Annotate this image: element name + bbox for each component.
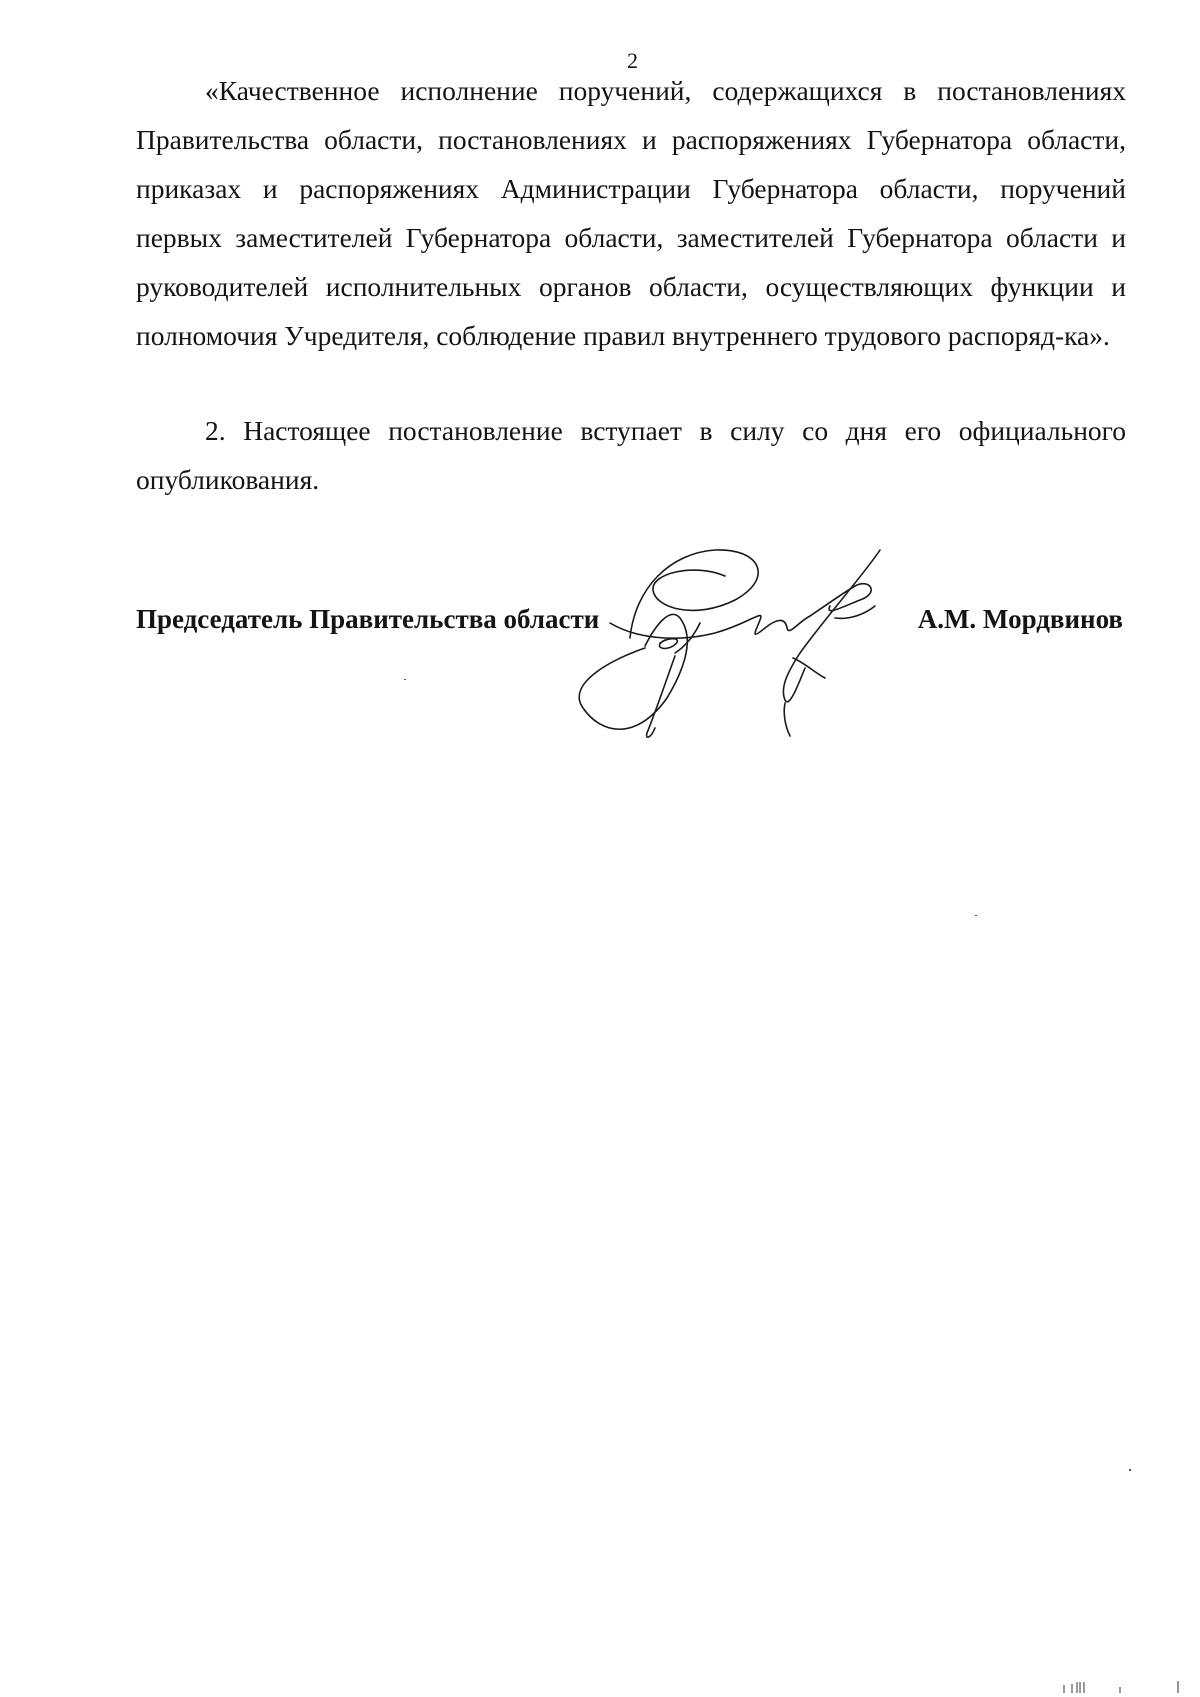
body-paragraph-1: «Качественное исполнение поручений, содержащихся в постановлениях Правительства области, постановлениях и распоряжениях Губернатора области, приказах и распоряжениях Администрации Губернатора области, поручений первых заместителей Губернатора области, заместителей Губернатора области и руководителей исполнительных органов области, осуществляющих функции и полномочия Учредителя, соблюдение правил внутреннего трудового распоряд-ка».	[136, 75, 1126, 351]
signer-name: А.М. Мордвинов	[917, 604, 1123, 634]
signer-position: Председатель Правительства области	[136, 604, 600, 634]
handwritten-signature-image	[575, 548, 915, 748]
scan-speck	[975, 915, 977, 916]
page-number: 2	[627, 48, 638, 73]
scan-speck	[404, 679, 406, 680]
scan-edge-marks	[1060, 1679, 1190, 1693]
scan-speck	[1129, 1469, 1131, 1471]
body-paragraph-2: 2. Настоящее постановление вступает в силу со дня его официального опубликования.	[136, 415, 1126, 495]
